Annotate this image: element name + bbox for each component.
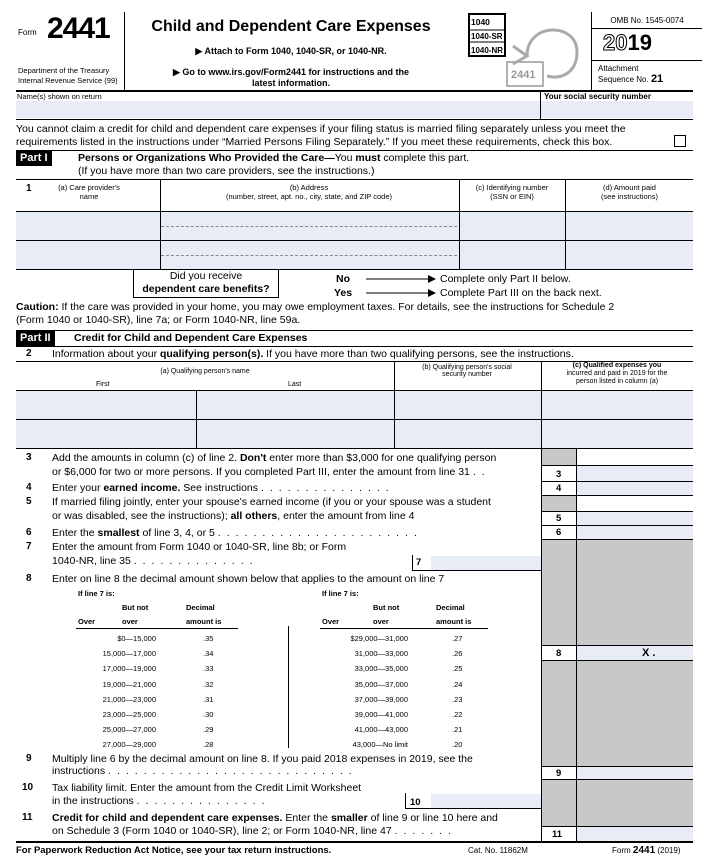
table-left-range-1: 15,000—17,000: [102, 649, 156, 659]
line8-value: X .: [642, 647, 656, 659]
table-right-decimal: Decimal: [436, 603, 465, 612]
col2-a-header: (a) Qualifying person's name: [160, 368, 250, 375]
table-right-decimal-0: .27: [452, 634, 463, 643]
table-left-decimal-5: .30: [203, 710, 214, 719]
table-right-over2: over: [373, 617, 389, 626]
form-title: Child and Dependent Care Expenses: [151, 18, 431, 35]
line2-text: Information about your qualifying person(s). If you have more than two qualifying persons, see the instructions.: [52, 348, 574, 360]
table-left-amount: amount is: [186, 617, 222, 626]
qualifying-row-1[interactable]: [16, 391, 693, 419]
table-right-range-1: 31,000—33,000: [354, 649, 408, 659]
arrow-icon-yes: [366, 288, 436, 301]
line10-box: 10: [410, 797, 421, 808]
no-label: No: [336, 273, 350, 285]
table-left-range-6: 25,000—27,000: [102, 725, 156, 735]
col2-last: Last: [288, 381, 302, 388]
table-left-decimal-0: .35: [203, 634, 214, 643]
table-left-range-0: $0—15,000: [117, 634, 156, 643]
part1-title: Persons or Organizations Who Provided the Care—You must complete this part.: [78, 152, 470, 164]
part2-label: Part II: [16, 331, 55, 346]
line3-text-2: or $6,000 for two or more persons. If you completed Part III, enter the amount from line 31 ..: [52, 466, 491, 478]
table-left-range-4: 21,000—23,000: [102, 694, 156, 704]
table-right-range-4: 37,000—39,000: [354, 694, 408, 704]
attachment-label: Attachment: [598, 64, 639, 73]
line5-field[interactable]: [577, 512, 693, 525]
names-label: Name(s) shown on return: [17, 92, 102, 101]
table-left-decimal-7: .28: [203, 740, 214, 750]
col-b-header: (b) Address (number, street, apt. no., city, state, and ZIP code): [225, 183, 393, 201]
yes-result: Complete Part III on the back next.: [440, 287, 602, 299]
line10-number: 10: [22, 782, 34, 793]
table-right-decimal-2: .25: [452, 664, 463, 674]
line1-number: 1: [26, 183, 32, 194]
line2-number: 2: [26, 348, 32, 359]
goto-instruction: ▶ Go to www.irs.gov/Form2441 for instructions and the: [172, 67, 410, 77]
table-right-if: If line 7 is:: [322, 589, 359, 598]
table-right-range-7: 43,000—No limit: [352, 740, 408, 750]
line8-text: Enter on line 8 the decimal amount shown below that applies to the amount on line 7: [52, 573, 445, 585]
table-right-over: Over: [322, 617, 340, 626]
table-right-amount: amount is: [436, 617, 472, 626]
year-outline: 20: [603, 30, 628, 55]
name-field[interactable]: [16, 101, 540, 118]
line11-field[interactable]: [577, 827, 693, 841]
icon-label-1040nr: 1040-NR: [471, 46, 504, 55]
table-right-range-5: 39,000—41,000: [354, 710, 408, 719]
table-left-decimal: Decimal: [186, 603, 215, 612]
part2-title: Credit for Child and Dependent Care Expenses: [74, 332, 308, 344]
paperwork-notice: For Paperwork Reduction Act Notice, see your tax return instructions.: [16, 845, 332, 856]
catalog-number: Cat. No. 11862M: [468, 846, 528, 855]
line11-number: 11: [22, 812, 33, 823]
table-left-range-3: 19,000—21,000: [102, 679, 156, 689]
line8-number: 8: [26, 573, 32, 584]
line4-text: Enter your earned income. See instructions ...............: [52, 482, 395, 494]
tax-year: [603, 30, 652, 56]
mfs-checkbox[interactable]: [674, 135, 686, 147]
table-right-decimal-7: .20: [452, 740, 463, 750]
mfs-notice-line2: requirements listed in the instructions under “Married Persons Filing Separately.” If you meet these requirements, check this box.: [16, 136, 613, 148]
line3-box: 3: [556, 469, 562, 480]
table-left-decimal-1: .34: [203, 649, 214, 659]
line9-field[interactable]: [577, 767, 693, 779]
col2-first: First: [96, 381, 110, 388]
table-left-butnot: But not: [122, 603, 149, 612]
form-number: 2441: [47, 12, 110, 45]
line9-box: 9: [556, 768, 562, 779]
attach-instruction: ▶ Attach to Form 1040, 1040-SR, or 1040-NR.: [195, 46, 387, 56]
line3-number: 3: [26, 452, 32, 463]
table-right-range-6: 41,000—43,000: [354, 725, 408, 735]
department-label: Department of the Treasury: [18, 66, 110, 75]
no-result: Complete only Part II below.: [440, 273, 571, 285]
line8-box: 8: [556, 648, 562, 659]
line9-number: 9: [26, 753, 32, 764]
line4-number: 4: [26, 482, 32, 493]
col2-c-header: (c) Qualified expenses you incurred and paid in 2019 for the person listed in column (a): [566, 362, 668, 385]
table-right-decimal-4: .23: [452, 694, 463, 704]
line11-box: 11: [552, 829, 563, 840]
goto-instruction-2: latest information.: [251, 78, 330, 88]
line7-field[interactable]: [431, 556, 541, 570]
line5-text-2: or was disabled, see the instructions); all others, enter the amount from line 4: [52, 510, 415, 522]
table-left-range-7: 27,000—29,000: [102, 740, 156, 750]
table-right-butnot: But not: [373, 603, 400, 612]
table-left-decimal-3: .32: [203, 679, 214, 689]
table-left-range-2: 17,000—19,000: [102, 664, 156, 674]
line7-box: 7: [416, 557, 422, 568]
table-left-decimal-6: .29: [203, 725, 214, 735]
table-right-decimal-3: .24: [452, 679, 463, 689]
caution-text-2: (Form 1040 or 1040-SR), line 7a; or Form 1040-NR, line 59a.: [16, 314, 301, 326]
line7-text: Enter the amount from Form 1040 or 1040-SR, line 8b; or Form: [52, 541, 347, 553]
table-left-if: If line 7 is:: [78, 589, 115, 598]
table-right-range-2: 33,000—35,000: [354, 664, 408, 674]
footer-form: Form 2441 (2019): [612, 845, 681, 856]
line6-field[interactable]: [577, 526, 693, 539]
col2-b-header: (b) Qualifying person's social security number: [422, 364, 512, 378]
sequence-label: Sequence No. 21: [598, 73, 664, 85]
line10-field[interactable]: [431, 794, 541, 808]
table-right-range-3: 35,000—37,000: [354, 679, 408, 689]
mfs-notice-line1: You cannot claim a credit for child and dependent care expenses if your filing status is married filing separately unless you meet the: [16, 123, 626, 135]
icon-label-1040: 1040: [471, 17, 490, 27]
col-d-header: (d) Amount paid (see instructions): [600, 183, 659, 201]
line11-text: Credit for child and dependent care expenses. Enter the smaller of line 9 or line 10 here and: [52, 812, 498, 824]
col-a-header: (a) Care provider's name: [58, 183, 120, 201]
line4-box: 4: [556, 483, 562, 494]
line10-text-2: in the instructions ...............: [52, 795, 271, 807]
ssn-field[interactable]: [541, 101, 693, 118]
line9-text-2: instructions ............................: [52, 765, 358, 777]
table-left-decimal-4: .31: [203, 694, 214, 704]
line6-number: 6: [26, 527, 32, 538]
line6-text: Enter the smallest of line 3, 4, or 5 .......................: [52, 527, 423, 539]
sequence-number: 21: [650, 73, 664, 85]
table-left-decimal-2: .33: [203, 664, 214, 674]
line7-number: 7: [26, 541, 32, 552]
caution-text: Caution: If the care was provided in your home, you may owe employment taxes. For details, see the instructions for Schedule 2: [16, 301, 615, 313]
yes-label: Yes: [334, 287, 353, 299]
line8-field[interactable]: [577, 646, 693, 660]
line4-field[interactable]: [577, 482, 693, 495]
line5-number: 5: [26, 496, 32, 507]
ssn-label: Your social security number: [544, 92, 651, 101]
table-right-decimal-6: .21: [452, 725, 463, 735]
line7-text-2: 1040-NR, line 35 ..............: [52, 555, 259, 567]
table-right-decimal-5: .22: [452, 710, 463, 719]
table-left-range-5: 23,000—25,000: [102, 710, 156, 719]
icon-label-2441: 2441: [511, 69, 536, 81]
line6-box: 6: [556, 527, 562, 538]
attach-return-icon: [467, 12, 587, 90]
table-right-range-0: $29,000—31,000: [350, 634, 408, 643]
qualifying-row-2[interactable]: [16, 420, 693, 448]
form-label: Form: [18, 28, 37, 37]
col-c-header: (c) Identifying number (SSN or EIN): [475, 183, 549, 201]
table-left-over: Over: [78, 617, 96, 626]
part1-label: Part I: [16, 151, 52, 166]
line9-text: Multiply line 6 by the decimal amount on line 8. If you paid 2018 expenses in 2019, see the: [52, 753, 473, 765]
line11-text-2: on Schedule 3 (Form 1040 or 1040-SR), line 2; or Form 1040-NR, line 47 .......: [52, 825, 458, 837]
arrow-icon-no: [366, 274, 436, 287]
benefits-question: Did you receive dependent care benefits?: [133, 270, 279, 298]
line3-text: Add the amounts in column (c) of line 2. Don't enter more than $3,000 for one qualifying person: [52, 452, 497, 464]
irs-label: Internal Revenue Service (99): [18, 76, 118, 85]
year-bold: 19: [627, 30, 652, 55]
table-left-over2: over: [122, 617, 138, 626]
line5-text: If married filing jointly, enter your spouse's earned income (if you or your spouse was a student: [52, 496, 491, 508]
table-right-decimal-1: .26: [452, 649, 463, 659]
line10-text: Tax liability limit. Enter the amount from the Credit Limit Worksheet: [52, 782, 362, 794]
line3-field[interactable]: [577, 466, 693, 481]
line5-box: 5: [556, 513, 562, 524]
icon-label-1040sr: 1040-SR: [471, 32, 503, 41]
part1-subtitle: (If you have more than two care providers, see the instructions.): [78, 165, 375, 177]
omb-number: OMB No. 1545-0074: [610, 16, 684, 25]
